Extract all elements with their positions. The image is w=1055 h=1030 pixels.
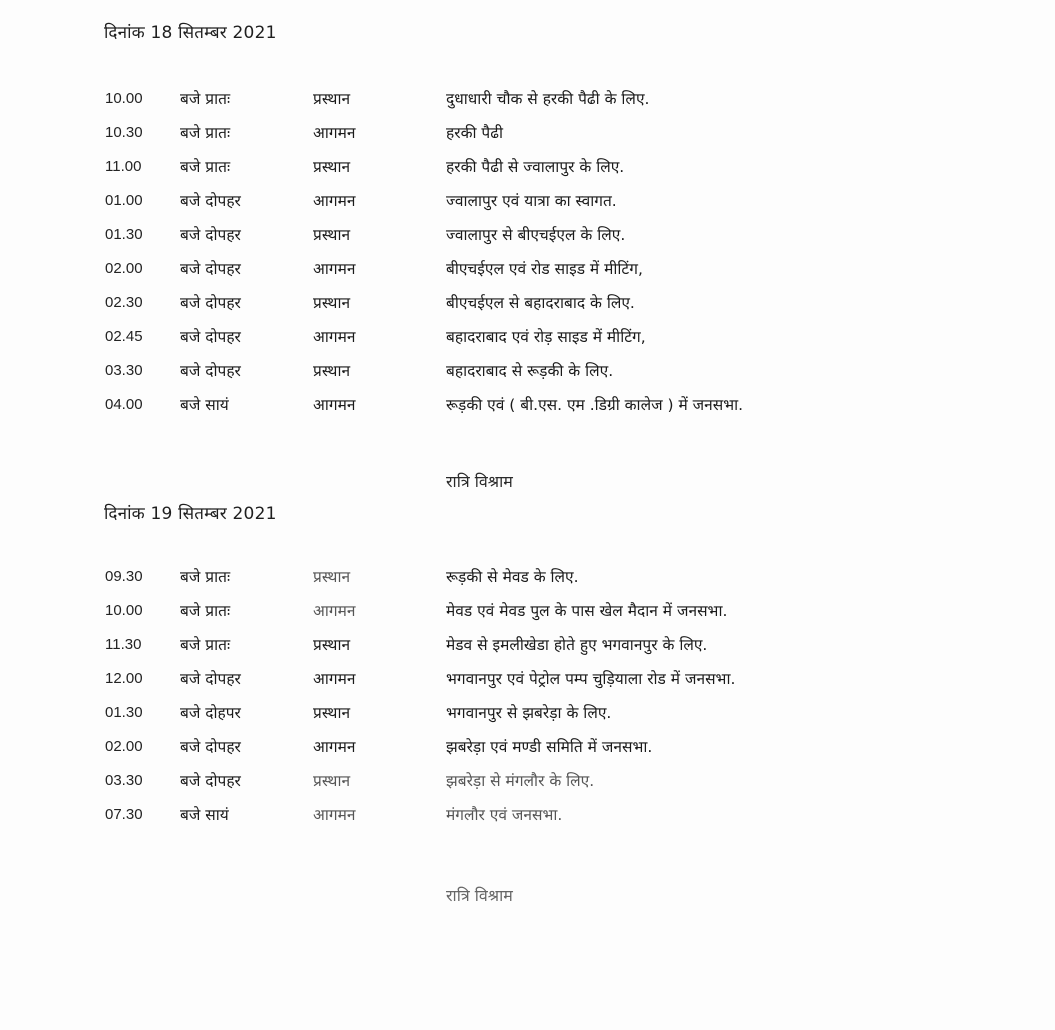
row-time: 02.00 [105,260,143,277]
schedule-row [0,566,1055,600]
row-period: बजे प्रातः [180,568,231,586]
row-period: बजे प्रातः [180,158,231,176]
row-description: दुधाधारी चौक से हरकी पैढी के लिए. [446,90,650,108]
row-action: आगमन [313,124,356,142]
schedule-day1 [0,88,1055,428]
schedule-row [0,702,1055,736]
schedule-row [0,224,1055,258]
row-description: हरकी पैढी [446,124,503,142]
row-description: झबरेड़ा एवं मण्डी समिति में जनसभा. [446,738,653,756]
row-period: बजे प्रातः [180,636,231,654]
night-rest-day2: रात्रि विश्राम [446,886,513,905]
row-time: 11.30 [105,636,142,653]
row-time: 10.00 [105,90,143,107]
row-action: प्रस्थान [313,294,351,312]
row-period: बजे दोपहर [180,738,241,756]
row-description: मेवड एवं मेवड पुल के पास खेल मैदान में जनसभा. [446,602,728,620]
row-time: 10.00 [105,602,143,619]
schedule-row [0,156,1055,190]
row-time: 03.30 [105,362,143,379]
row-time: 09.30 [105,568,143,585]
row-description: झबरेड़ा से मंगलौर के लिए. [446,772,595,790]
schedule-row [0,634,1055,668]
row-action: प्रस्थान [313,226,351,244]
row-description: बीएचईएल एवं रोड साइड में मीटिंग, [446,260,643,278]
schedule-row [0,394,1055,428]
row-period: बजे दोहपर [180,704,241,722]
row-time: 01.00 [105,192,143,209]
schedule-row [0,770,1055,804]
date-heading-day2: दिनांक 19 सितम्बर 2021 [104,504,277,524]
schedule-row [0,292,1055,326]
row-description: ज्वालापुर से बीएचईएल के लिए. [446,226,626,244]
row-action: आगमन [313,192,356,210]
row-time: 10.30 [105,124,143,141]
schedule-row [0,326,1055,360]
row-period: बजे दोपहर [180,192,241,210]
row-period: बजे सायं [180,396,229,414]
row-description: मेडव से इमलीखेडा होते हुए भगवानपुर के लिए. [446,636,708,654]
row-description: ज्वालापुर एवं यात्रा का स्वागत. [446,192,617,210]
row-period: बजे दोपहर [180,362,241,380]
row-action: आगमन [313,328,356,346]
row-description: बहादराबाद से रूड़की के लिए. [446,362,614,380]
row-period: बजे दोपहर [180,226,241,244]
row-action: आगमन [313,738,356,756]
row-action: आगमन [313,602,356,620]
row-time: 02.45 [105,328,143,345]
row-time: 03.30 [105,772,143,789]
row-action: प्रस्थान [313,90,351,108]
row-action: आगमन [313,260,356,278]
row-description: मंगलौर एवं जनसभा. [446,806,563,824]
date-heading-day1: दिनांक 18 सितम्बर 2021 [104,23,277,43]
schedule-row [0,668,1055,702]
schedule-row [0,258,1055,292]
row-description: हरकी पैढी से ज्वालापुर के लिए. [446,158,625,176]
row-time: 01.30 [105,226,143,243]
row-period: बजे प्रातः [180,124,231,142]
row-time: 04.00 [105,396,143,413]
row-description: रूड़की से मेवड के लिए. [446,568,579,586]
row-period: बजे दोपहर [180,772,241,790]
row-time: 12.00 [105,670,143,687]
row-action: प्रस्थान [313,704,351,722]
schedule-row [0,122,1055,156]
row-period: बजे दोपहर [180,260,241,278]
row-description: बहादराबाद एवं रोड़ साइड में मीटिंग, [446,328,646,346]
row-action: प्रस्थान [313,772,351,790]
row-time: 02.30 [105,294,143,311]
row-action: प्रस्थान [313,158,351,176]
row-description: भगवानपुर एवं पेट्रोल पम्प चुड़ियाला रोड में जनसभा. [446,670,736,688]
row-period: बजे दोपहर [180,670,241,688]
row-period: बजे दोपहर [180,328,241,346]
row-time: 02.00 [105,738,143,755]
row-period: बजे प्रातः [180,90,231,108]
night-rest-day1: रात्रि विश्राम [446,472,513,491]
row-period: बजे प्रातः [180,602,231,620]
schedule-row [0,600,1055,634]
row-period: बजे दोपहर [180,294,241,312]
row-description: रूड़की एवं ( बी.एस. एम .डिग्री कालेज ) में जनसभा. [446,396,744,414]
schedule-row [0,360,1055,394]
row-action: प्रस्थान [313,636,351,654]
schedule-row [0,736,1055,770]
row-time: 07.30 [105,806,143,823]
row-description: भगवानपुर से झबरेड़ा के लिए. [446,704,612,722]
row-action: आगमन [313,806,356,824]
schedule-day2 [0,566,1055,838]
row-action: प्रस्थान [313,568,351,586]
row-time: 01.30 [105,704,143,721]
row-time: 11.00 [105,158,142,175]
row-period: बजे सायं [180,806,229,824]
row-description: बीएचईएल से बहादराबाद के लिए. [446,294,635,312]
row-action: आगमन [313,396,356,414]
schedule-row [0,88,1055,122]
schedule-row [0,190,1055,224]
schedule-row [0,804,1055,838]
row-action: प्रस्थान [313,362,351,380]
row-action: आगमन [313,670,356,688]
